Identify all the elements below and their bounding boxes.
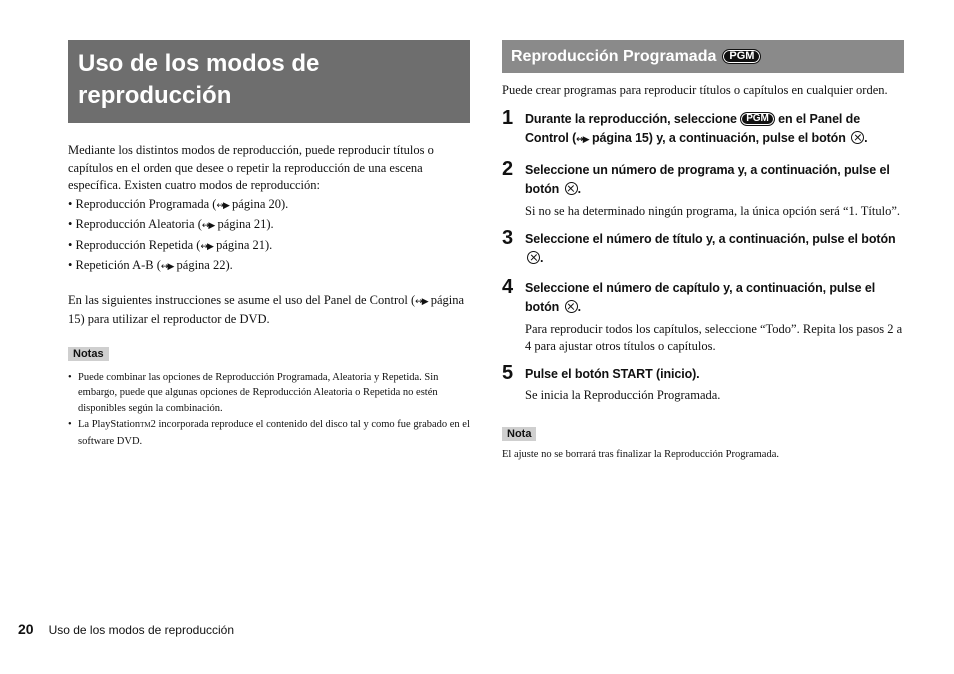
notes-label: Notas [68,347,109,361]
step-number: 1 [502,106,514,129]
step-number: 3 [502,226,514,249]
step-detail: Si no se ha determinado ningún programa, la única opción será “1. Título”. [525,203,901,218]
page-reference-arrow-icon: ↔▶ [160,262,174,272]
cross-button-icon [527,251,540,264]
page-reference-arrow-icon: ↔▶ [415,296,428,307]
page-reference-arrow-icon: ↔▶ [200,241,213,252]
step-1: 1 Durante la reproducción, seleccione PGM en el Panel de Control (↔▶ página 15) y, a continuación, pulse el botón . [502,106,868,145]
step-number: 5 [502,361,514,384]
list-item: • La PlayStationTM2 incorporada reproduce el contenido del disco tal y como fue grabado en el software DVD. [68,417,470,449]
section-intro: Puede crear programas para reproducir títulos o capítulos en cualquier orden. [502,83,888,97]
nota-text: El ajuste no se borrará tras finalizar la Reproducción Programada. [502,449,779,460]
step-number: 2 [502,157,514,180]
notes-list [68,370,470,450]
right-column [502,40,904,462]
list-item: • Puede combinar las opciones de Reproducción Programada, Aleatoria y Repetida. Sin embargo, puede que algunas opciones de Reproducción Aleatoria o Repetida no estén disponibles según la combinación. [68,370,470,417]
nota-label: Nota [502,427,536,441]
step-detail: Se inicia la Reproducción Programada. [525,388,721,402]
step-2: 2 Seleccione un número de programa y, a continuación, pulse el botón . Si no se ha determinado ningún programa, la única opción será “1. Título”. [502,161,904,220]
pgm-icon: PGM [740,112,774,126]
page-number: 20 [18,621,34,637]
page-reference-arrow-icon: ↔▶ [576,135,589,145]
cross-button-icon [565,182,578,195]
cross-button-icon [851,131,864,144]
notes-section [68,344,470,450]
list-item: • Reproducción Repetida (↔▶ página 21). [68,236,470,257]
list-item: • Reproducción Programada (↔▶ página 20). [68,195,470,216]
nota-section [502,424,904,462]
section-title: Reproducción Programada PGM [502,40,904,73]
modes-list [68,195,470,277]
step-number: 4 [502,275,514,298]
step-detail: Para reproducir todos los capítulos, seleccione “Todo”. Repita los pasos 2 a 4 para ajustar otros títulos o capítulos. [525,321,903,353]
step-4: 4 Seleccione el número de capítulo y, a continuación, pulse el botón . Para reproducir todos los capítulos, seleccione “Todo”. Repita los pasos 2 a 4 para ajustar otros títulos o capítulos. [502,275,903,353]
step-3: 3 Seleccione el número de título y, a continuación, pulse el botón . [502,226,896,265]
list-item: • Reproducción Aleatoria (↔▶ página 21). [68,215,470,236]
cross-button-icon [565,300,578,313]
pgm-icon: PGM [722,49,761,64]
instructions-paragraph: En las siguientes instrucciones se asume el uso del Panel de Control (↔▶ página 15) para utilizar el reproductor de DVD. [68,292,465,326]
page-footer [18,621,234,637]
left-column [68,40,470,450]
footer-section-title: Uso de los modos de reproducción [48,623,235,637]
step-5: 5 Pulse el botón START (inicio). Se inicia la Reproducción Programada. [502,365,904,405]
list-item: • Repetición A-B (↔▶ página 22). [68,256,470,277]
page-reference-arrow-icon: ↔▶ [216,200,229,211]
page-title: Uso de los modos de reproducción [68,40,470,123]
trademark-mark: TM [140,421,151,429]
intro-paragraph: Mediante los distintos modos de reproducción, puede reproducir títulos o capítulos en el orden que desee o repetir la reproducción de una escena específica. Existen cuatro modos de reproducción: [68,143,434,192]
page-reference-arrow-icon: ↔▶ [201,221,215,231]
